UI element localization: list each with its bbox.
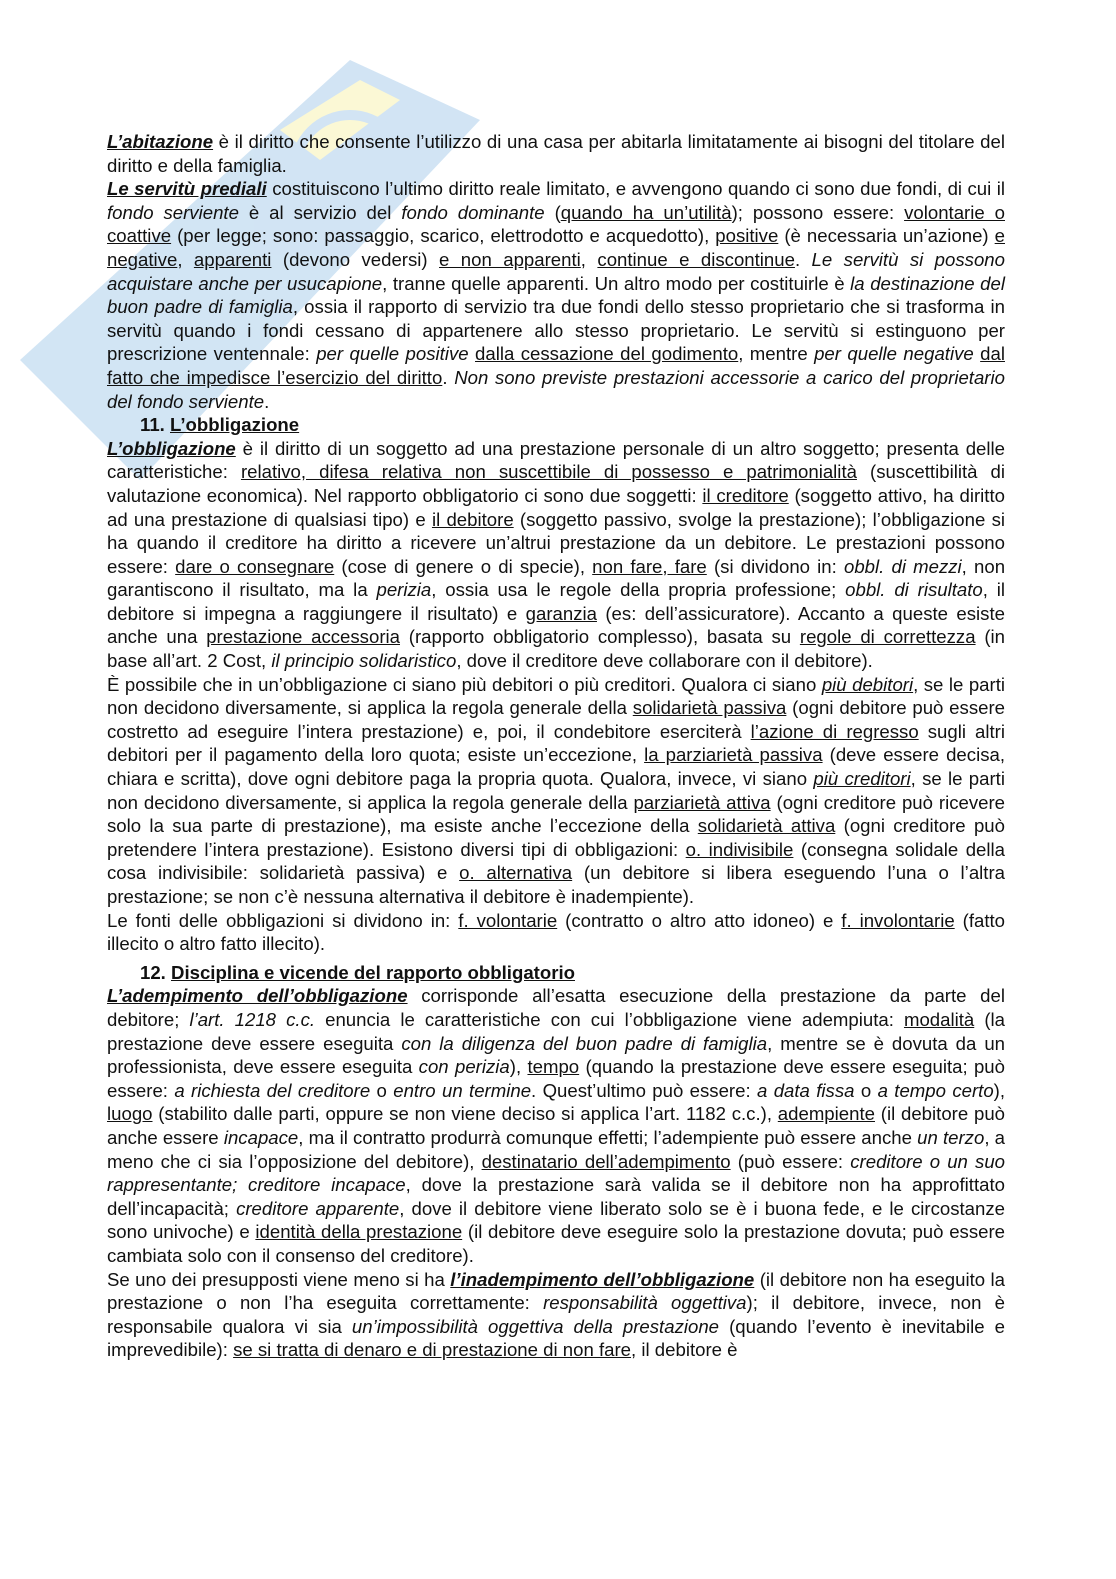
text-run: sugli altri debitori per il pagamento della loro quota; esiste un’eccezione, xyxy=(107,720,1006,766)
emphasis-text: fondo dominante xyxy=(401,201,545,223)
emphasis-text: l’art. 1218 c.c. xyxy=(189,1008,316,1030)
emphasis-text: più creditori xyxy=(813,768,911,790)
text-run: (cose di genere o di specie), xyxy=(334,555,593,577)
emphasis-text: prestazione accessoria xyxy=(206,626,400,648)
paragraph xyxy=(107,984,1005,1267)
text-run: , xyxy=(177,248,194,270)
emphasis-text: creditore apparente xyxy=(236,1197,400,1219)
emphasis-text: volontarie o coattive xyxy=(107,201,1005,247)
text-run: (può essere: xyxy=(730,1150,851,1172)
emphasis-text: dalla cessazione del godimento xyxy=(475,343,739,365)
emphasis-text: L’obbligazione xyxy=(170,414,300,436)
emphasis-text: non fare, fare xyxy=(592,555,707,577)
emphasis-text: modalità xyxy=(903,1008,975,1030)
emphasis-text: relativo, difesa relativa non suscettibile di possesso e patrimonialità xyxy=(240,461,857,483)
emphasis-text: o. indivisibile xyxy=(685,838,794,860)
emphasis-text: f. involontarie xyxy=(841,909,955,931)
text-run: Se uno dei presupposti viene meno si ha xyxy=(107,1268,451,1290)
paragraph xyxy=(107,673,1005,909)
text-run: (rapporto obbligatorio complesso), basata su xyxy=(400,626,800,648)
emphasis-text: apparenti xyxy=(193,248,272,270)
text-run: (ogni debitore può essere costretto ad eseguire l’intera prestazione) e, poi, il condebitore eserciterà xyxy=(107,697,1005,742)
text-run: (es: dell’assicuratore). Accanto a queste esiste anche una xyxy=(107,602,1005,648)
text-run: , a meno che ci sia l’opposizione del debitore), xyxy=(107,1126,1006,1172)
text-run: (devono vedersi) xyxy=(271,248,440,270)
text-run: , ossia usa le regole della propria professione; xyxy=(431,579,846,601)
section-heading xyxy=(107,413,1005,437)
emphasis-text: un terzo xyxy=(917,1126,985,1148)
text-run: è il diritto che consente l’utilizzo di una casa per abitarla limitatamente ai bisogni del titolare del diritto e della famiglia. xyxy=(107,131,1005,176)
text-run: , il debitore si impegna a raggiungere il risultato) e xyxy=(107,579,1005,624)
text-run: . xyxy=(264,390,270,412)
emphasis-text: obbl. di mezzi xyxy=(843,555,962,577)
emphasis-text: Disciplina e vicende del rapporto obbligatorio xyxy=(171,961,575,983)
emphasis-text: entro un termine xyxy=(393,1079,532,1101)
emphasis-text: il creditore xyxy=(702,484,789,506)
text-run: ( xyxy=(544,201,561,223)
emphasis-text: solidarietà passiva xyxy=(632,697,787,719)
text-run: (suscettibilità di valutazione economica). Nel rapporto obbligatorio ci sono due soggetti: xyxy=(107,461,1005,506)
text-run: , ma il contratto produrrà comunque effetti; l’adempiente può essere anche xyxy=(298,1126,918,1148)
emphasis-text: un’impossibilità oggettiva della prestazione xyxy=(351,1315,720,1337)
text-run: (ogni creditore può pretendere l’intera prestazione). Esistono diversi tipi di obbligazioni: xyxy=(107,815,1005,860)
text-run: Le fonti delle obbligazioni si dividono in: xyxy=(107,909,459,931)
emphasis-text: con la diligenza del buon padre di famiglia xyxy=(401,1032,768,1054)
text-run: (ogni creditore può ricevere solo la sua parte di prestazione), ma esiste anche l’eccezione della xyxy=(107,791,1006,837)
text-run: (fatto illecito o altro fatto illecito). xyxy=(107,909,1005,955)
text-run: (quando l’evento è inevitabile e imprevedibile): xyxy=(107,1315,1005,1361)
text-run: è al servizio del xyxy=(238,201,402,223)
text-run: . Quest’ultimo può essere: xyxy=(531,1079,757,1101)
emphasis-text: identità della prestazione xyxy=(255,1221,463,1243)
text-run: (il debitore può anche essere xyxy=(107,1103,1005,1148)
emphasis-text: quando ha un’utilità xyxy=(560,201,732,223)
emphasis-text: l’inadempimento dell’obbligazione xyxy=(450,1268,755,1290)
text-run: . xyxy=(794,248,812,270)
text-run: costituiscono l’ultimo diritto reale limitato, e avvengono quando ci sono due fondi, di cui il xyxy=(266,178,1005,200)
text-run: ); il debitore, invece, non è responsabile qualora vi sia xyxy=(107,1292,1006,1337)
paragraph xyxy=(107,909,1005,956)
emphasis-text: garanzia xyxy=(525,602,597,624)
emphasis-text: creditore o un suo rappresentante; creditore incapace xyxy=(107,1150,1006,1196)
emphasis-text: L’obbligazione xyxy=(107,437,236,459)
text-run: , non garantiscono il risultato, ma la xyxy=(107,555,1006,601)
section-heading xyxy=(107,961,1005,985)
text-run: . xyxy=(442,366,455,388)
paragraph xyxy=(107,177,1005,413)
emphasis-text: tempo xyxy=(527,1056,580,1078)
text-run: , xyxy=(580,248,598,270)
emphasis-text: a tempo certo xyxy=(877,1079,994,1101)
text-run: enuncia le caratteristiche con cui l’obbligazione viene adempiuta: xyxy=(315,1008,904,1030)
text-run: corrisponde all’esatta esecuzione della prestazione da parte del debitore; xyxy=(107,985,1005,1030)
emphasis-text: f. volontarie xyxy=(458,909,558,931)
text-run: , dove la prestazione sarà valida se il debitore non ha approfittato dell’incapacità; xyxy=(107,1174,1005,1219)
text-run: (soggetto passivo, svolge la prestazione); l’obbligazione si ha quando il creditore ha diritto a ricevere un’altrui prestazione da un debitore. Le prestazioni possono essere: xyxy=(107,508,1005,577)
emphasis-text: per quelle negative xyxy=(814,343,974,365)
emphasis-text: parziarietà attiva xyxy=(633,791,771,813)
emphasis-text: regole di correttezza xyxy=(799,626,976,648)
emphasis-text: continue e discontinue xyxy=(597,248,795,270)
text-run: (contratto o altro atto idoneo) e xyxy=(557,909,842,931)
emphasis-text: perizia xyxy=(376,579,432,601)
text-run: ), xyxy=(993,1079,1006,1101)
text-run: (deve essere decisa, chiara e scritta), dove ogni debitore paga la propria quota. Qualora, invece, vi siano xyxy=(107,744,1006,790)
emphasis-text: il debitore xyxy=(431,508,514,530)
emphasis-text: luogo xyxy=(107,1103,153,1125)
text-run: , ossia il rapporto di servizio tra due fondi dello stesso proprietario che si trasforma in servitù quando i fondi cessano di appartenere allo stesso proprietario. Le servitù si estinguono per prescrizione ventennale: xyxy=(107,296,1005,365)
emphasis-text: l’azione di regresso xyxy=(750,720,919,742)
emphasis-text: o. alternativa xyxy=(459,862,573,884)
text-run: , se le parti non decidono diversamente, si applica la regola generale della xyxy=(107,768,1005,813)
text-run: (un debitore si libera eseguendo l’una o l’altra prestazione; se non c’è nessuna alternativa il debitore è inadempiente). xyxy=(107,862,1005,907)
text-run: o xyxy=(854,1079,878,1101)
text-run: o xyxy=(370,1079,394,1101)
text-run: È possibile che in un’obbligazione ci siano più debitori o più creditori. Qualora ci siano xyxy=(107,673,822,695)
text-run: (il debitore non ha eseguito la prestazione o non l’ha eseguita correttamente: xyxy=(107,1268,1005,1314)
text-run: (soggetto attivo, ha diritto ad una prestazione di qualsiasi tipo) e xyxy=(107,484,1005,530)
emphasis-text: il principio solidaristico xyxy=(271,650,457,672)
text-run: (il debitore deve eseguire solo la prestazione dovuta; può essere cambiata solo con il consenso del creditore). xyxy=(107,1221,1006,1266)
emphasis-text: solidarietà attiva xyxy=(697,815,836,837)
emphasis-text: dal fatto che impedisce l’esercizio del diritto xyxy=(107,343,1005,388)
text-run: , il debitore è xyxy=(631,1339,738,1361)
text-run: (stabilito dalle parti, oppure se non viene deciso si applica l’art. 1182 c.c.), xyxy=(152,1103,778,1125)
emphasis-text: con perizia xyxy=(418,1056,510,1078)
text-run: , mentre se è dovuta da un professionista, deve essere eseguita xyxy=(107,1032,1005,1078)
emphasis-text: incapace xyxy=(223,1126,299,1148)
emphasis-text: a data fissa xyxy=(757,1079,855,1101)
emphasis-text: destinatario dell’adempimento xyxy=(481,1150,731,1172)
emphasis-text: L’abitazione xyxy=(107,131,214,152)
emphasis-text: a richiesta del creditore xyxy=(174,1079,371,1101)
text-run: (è necessaria un’azione) xyxy=(778,225,995,247)
text-run: , tranne quelle apparenti. Un altro modo per costituirle è xyxy=(382,272,851,294)
text-run: , se le parti non decidono diversamente, si applica la regola generale della xyxy=(107,673,1006,719)
emphasis-text: obbl. di risultato xyxy=(845,579,983,601)
emphasis-text: e negative xyxy=(107,225,1005,270)
emphasis-text: e non apparenti xyxy=(439,248,581,270)
emphasis-text: la parziarietà passiva xyxy=(644,744,823,766)
emphasis-text: Le servitù si possono acquistare anche per usucapione xyxy=(107,248,1005,294)
text-run: (in base all’art. 2 Cost, xyxy=(107,626,1005,672)
text-run: ), xyxy=(509,1056,528,1078)
emphasis-text: per quelle positive xyxy=(316,343,469,365)
text-run: (per legge; sono: passaggio, scarico, elettrodotto e acquedotto), xyxy=(171,225,716,247)
text-run: è il diritto di un soggetto ad una prestazione personale di un altro soggetto; presenta delle caratteristiche: xyxy=(107,437,1005,483)
text-run: 11. xyxy=(140,414,170,436)
text-run: , mentre xyxy=(738,343,815,365)
paragraph xyxy=(107,130,1005,177)
emphasis-text: positive xyxy=(715,225,779,247)
text-run: (quando la prestazione deve essere eseguita; può essere: xyxy=(107,1056,1005,1101)
emphasis-text: L’adempimento dell’obbligazione xyxy=(107,985,408,1007)
text-run: (la prestazione deve essere eseguita xyxy=(107,1008,1005,1054)
paragraph xyxy=(107,1268,1005,1362)
emphasis-text: la destinazione del buon padre di famiglia xyxy=(107,272,1005,318)
emphasis-text: responsabilità oggettiva xyxy=(543,1292,747,1314)
text-run: ); possono essere: xyxy=(731,201,905,223)
paragraph xyxy=(107,437,1005,673)
emphasis-text: Le servitù prediali xyxy=(107,178,267,200)
emphasis-text: se si tratta di denaro e di prestazione di non fare xyxy=(233,1339,632,1361)
emphasis-text: Non sono previste prestazioni accessorie a carico del proprietario del fondo serviente xyxy=(107,366,1005,412)
text-run: (consegna solidale della cosa indivisibile: solidarietà passiva) e xyxy=(107,838,1006,884)
document-body xyxy=(107,130,1005,1362)
emphasis-text: più debitori xyxy=(821,673,914,695)
emphasis-text: fondo serviente xyxy=(107,201,239,223)
emphasis-text: dare o consegnare xyxy=(175,555,335,577)
text-run: 12. xyxy=(140,961,172,983)
emphasis-text: adempiente xyxy=(777,1103,875,1125)
text-run: , dove il debitore viene liberato solo se è i buona fede, e le circostanze sono univoche) e xyxy=(107,1197,1005,1243)
text-run: (si dividono in: xyxy=(706,555,844,577)
text-run: , dove il creditore deve collaborare con il debitore). xyxy=(456,650,873,672)
